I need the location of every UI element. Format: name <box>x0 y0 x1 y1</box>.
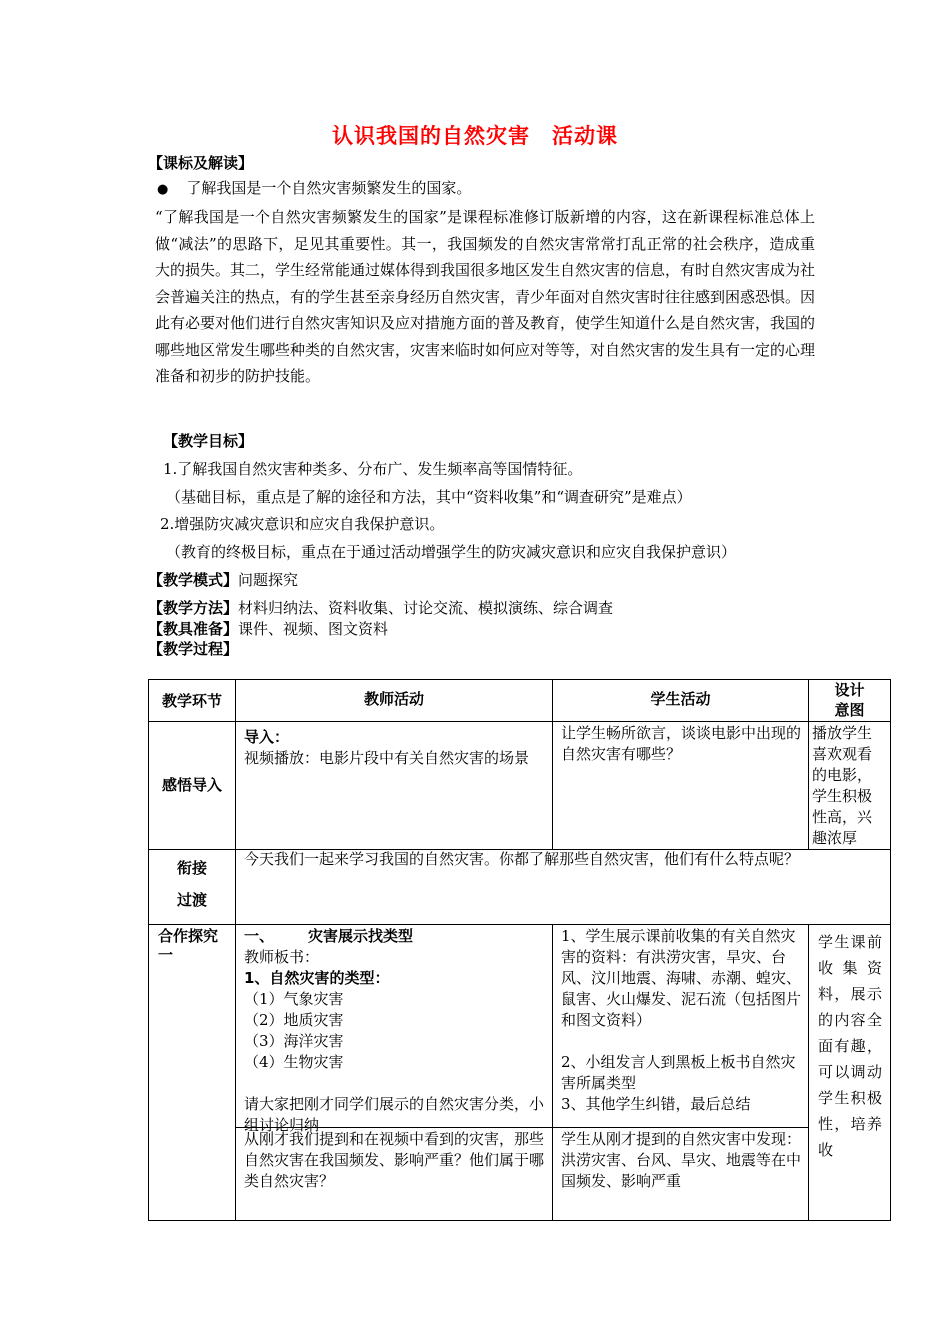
page-title: 认识我国的自然灾害 活动课 <box>332 124 618 148</box>
standard-heading: 【课标及解读】 <box>148 154 254 172</box>
row2-stage <box>149 852 235 916</box>
row1-teacher-text: 视频播放：电影片段中有关自然灾害的场景 <box>244 749 530 767</box>
method-label: 【教学方法】 <box>148 599 239 617</box>
process-heading: 【教学过程】 <box>148 640 239 658</box>
header-design-line2: 意图 <box>834 701 865 719</box>
row3-types-title: 1、自然灾害的类型： <box>244 969 390 987</box>
tools-value: 课件、视频、图文资料 <box>238 620 389 638</box>
row3-teacher-heading <box>244 926 544 947</box>
row1-student-activity: 让学生畅所欲言，谈谈电影中出现的自然灾害有哪些？ <box>561 724 802 763</box>
row4-student-activity: 学生从刚才提到的自然灾害中发现：洪涝灾害、台风、旱灾、地震等在中国频发、影响严重 <box>561 1130 802 1190</box>
row3-heading-text: 灾害展示找类型 <box>308 927 414 945</box>
bullet-icon: ● <box>157 182 169 197</box>
teaching-tools <box>148 618 388 639</box>
method-value: 材料归纳法、资料收集、讨论交流、模拟演练、综合调查 <box>238 599 614 617</box>
row3-stage-line2: 一 <box>158 946 174 964</box>
tools-label: 【教具准备】 <box>148 620 239 638</box>
goal-2: 2.增强防灾减灾意识和应灾自我保护意识。 <box>160 515 445 533</box>
row3-type-3: （3）海洋灾害 <box>244 1032 344 1050</box>
header-design-line1: 设计 <box>834 681 865 699</box>
goals-heading: 【教学目标】 <box>163 432 254 450</box>
row2-stage-line2: 过渡 <box>176 891 207 909</box>
row3-student-2: 2、小组发言人到黑板上板书自然灾害所属类型 <box>561 1053 796 1092</box>
row4-teacher-activity: 从刚才我们提到和在视频中看到的灾害，那些自然灾害在我国频发、影响严重？他们属于哪类自然灾害？ <box>244 1130 545 1190</box>
standard-bullet-item <box>157 177 471 198</box>
teaching-mode <box>148 569 298 590</box>
row3-teacher-task: 请大家把刚才同学们展示的自然灾害分类，小组讨论归纳 <box>244 1095 545 1134</box>
mode-value: 问题探究 <box>238 571 299 589</box>
row3-teacher-board: 教师板书： <box>244 948 320 966</box>
row3-teacher-activity <box>244 926 544 1136</box>
row3-design-intent: 学生课前收集资料，展示的内容全面有趣，可以调动学生积极性，培养收 <box>818 933 882 1159</box>
header-stage: 教学环节 <box>161 692 222 710</box>
row3-student-activity <box>561 926 803 1115</box>
teaching-process-table <box>148 679 891 1221</box>
goal-1: 1.了解我国自然灾害种类多、分布广、发生频率高等国情特征。 <box>163 460 583 478</box>
mode-label: 【教学模式】 <box>148 571 239 589</box>
row3-heading-number: 一、 <box>244 927 275 945</box>
row3-stage <box>158 926 234 966</box>
row3-student-1: 1、学生展示课前收集的有关自然灾害的资料：有洪涝灾害，旱灾、台风、汶川地震、海啸、赤潮、蝗灾、鼠害、火山爆发、泥石流（包括图片和图文资料） <box>561 927 802 1029</box>
header-design-intent <box>809 680 890 720</box>
goal-2-note: （教育的终极目标，重点在于通过活动增强学生的防灾减灾意识和应灾自我保护意识） <box>166 543 737 561</box>
row3-student-3: 3、其他学生纠错，最后总结 <box>561 1095 751 1113</box>
standard-interpretation: “了解我国是一个自然灾害频繁发生的国家”是课程标准修订版新增的内容，这在新课程标准总体上做“减法”的思路下，足见其重要性。其一，我国频发的自然灾害常常打乱正常的社会秩序，造成重大的损失。其二，学生经常能通过媒体得到我国很多地区发生自然灾害的信息，有时自然灾害成为社会普遍关注的热点，有的学生甚至亲身经历自然灾害，青少年面对自然灾害时往往感到困惑恐惧。因此有必要对他们进行自然灾害知识及应对措施方面的普及教育，使学生知道什么是自然灾害，我国的哪些地区常发生哪些种类的自然灾害，灾害来临时如何应对等等，对自然灾害的发生具有一定的心理准备和初步的防护技能。 <box>155 208 816 385</box>
header-teacher-activity: 教师活动 <box>363 690 424 708</box>
row3-type-4: （4）生物灾害 <box>244 1053 344 1071</box>
row2-stage-line1: 衔接 <box>176 859 207 877</box>
row3-type-1: （1）气象灾害 <box>244 990 344 1008</box>
row1-teacher-activity <box>244 727 544 769</box>
row2-transition-text: 今天我们一起来学习我国的自然灾害。你都了解那些自然灾害，他们有什么特点呢？ <box>244 850 800 868</box>
row3-type-2: （2）地质灾害 <box>244 1011 344 1029</box>
standard-bullet-text: 了解我国是一个自然灾害频繁发生的国家。 <box>186 179 472 197</box>
goal-1-note: （基础目标，重点是了解的途径和方法，其中“资料收集”和“调查研究”是难点） <box>166 488 692 506</box>
row3-stage-line1: 合作探究 <box>158 927 219 945</box>
teaching-method <box>148 597 613 618</box>
row1-teacher-intro: 导入： <box>244 728 290 746</box>
row1-design-intent: 播放学生喜欢观看的电影，学生积极性高，兴趣浓厚 <box>812 724 873 847</box>
row1-stage: 感悟导入 <box>161 776 222 794</box>
header-student-activity: 学生活动 <box>650 690 711 708</box>
